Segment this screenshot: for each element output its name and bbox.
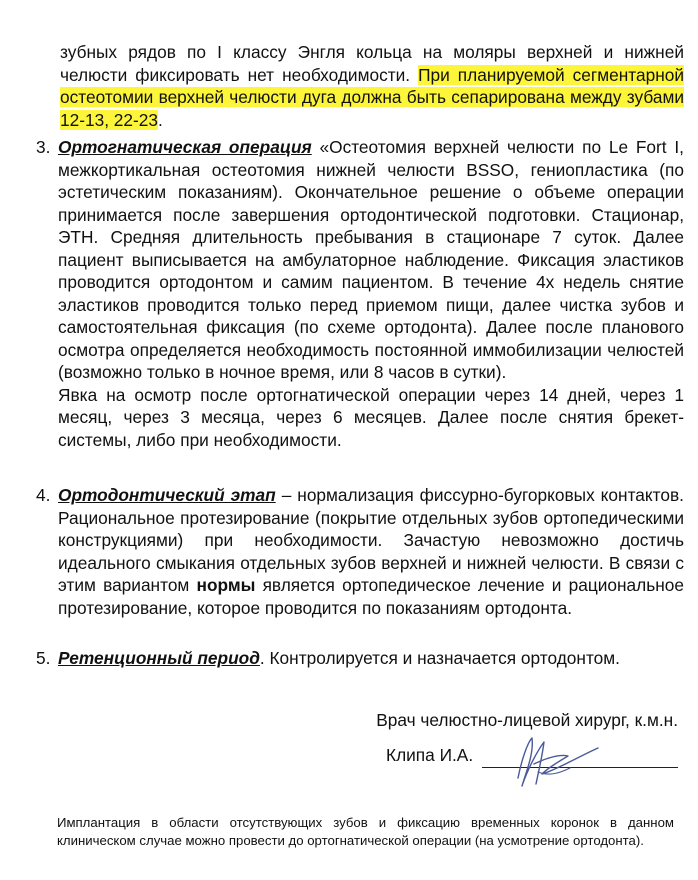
item-title: Ортодонтический этап (58, 485, 276, 505)
highlighted-text: При планируемой сегментарной остеотомии верхней челюсти дуга должна быть сепарирована между зубами 12-13, 22-23 (60, 64, 684, 130)
intro-paragraph (60, 41, 684, 131)
list-item-orthodontic (36, 484, 684, 619)
item-text: . Контролируется и назначается ортодонтом. (259, 648, 620, 668)
list-item-operation (36, 136, 684, 451)
item-text-end: является ортопедическое лечение и рациональное протезирование, которое проводится по показаниям ортодонта. (58, 575, 684, 618)
item-text: – нормализация фиссурно-бугорковых контактов. Рациональное протезирование (покрытие отдельных зубов ортопедическими конструкциями) при необходимости. Зачастую невозможно достичь идеального смыкания отдельных зубов верхней и нижней челюсти. В связи с этим вариантом (58, 485, 684, 595)
handwritten-signature (498, 728, 608, 798)
list-number: 3. (36, 137, 51, 157)
signature-name: Клипа И.А. (386, 745, 474, 765)
item-text: «Остеотомия верхней челюсти по Le Fort I, межкортикальная остеотомия нижней челюсти BSSO, гениопластика (по эстетическим показаниям). Окончательное решение о объеме операции принимается после завершения ортодонтической подготовки. Стационар, ЭТН. Средняя длительность пребывания в стационаре 7 суток. Далее пациент выписывается на амбулаторное наблюдение. Фиксация эластиков проводится ортодонтом и самим пациентом. В течение 4х недель снятие эластиков проводится только перед приемом пищи, далее чистка зубов и самостоятельная фиксация (по схеме ортодонта). Далее после планового осмотра определяется необходимость постоянной иммобилизации челюстей (возможно только в ночное время, или 8 часов в сутки). (58, 137, 684, 382)
item-title: Ретенционный период (58, 648, 260, 668)
intro-text: зубных рядов по I классу Энгля кольца на моляры верхней и нижней челюсти фиксировать нет необходимости. (60, 42, 684, 85)
signature-title: Врач челюстно-лицевой хирург, к.м.н. (376, 710, 678, 730)
item-title: Ортогнатическая операция (58, 137, 312, 157)
list-item-retention (36, 647, 684, 670)
bold-word: нормы (196, 575, 256, 595)
intro-text-end: . (158, 109, 163, 130)
footnote: Имплантация в области отсутствующих зубов и фиксацию временных коронок в данном клиническом случае можно провести до ортогнатической операции (на усмотрение ортодонта). (57, 815, 674, 848)
list-number: 5. (36, 648, 51, 668)
list-number: 4. (36, 485, 51, 505)
followup-paragraph: Явка на осмотр после ортогнатической операции через 14 дней, через 1 месяц, через 3 месяца, через 6 месяцев. Далее после снятия брекет-системы, либо при необходимости. (58, 384, 684, 450)
